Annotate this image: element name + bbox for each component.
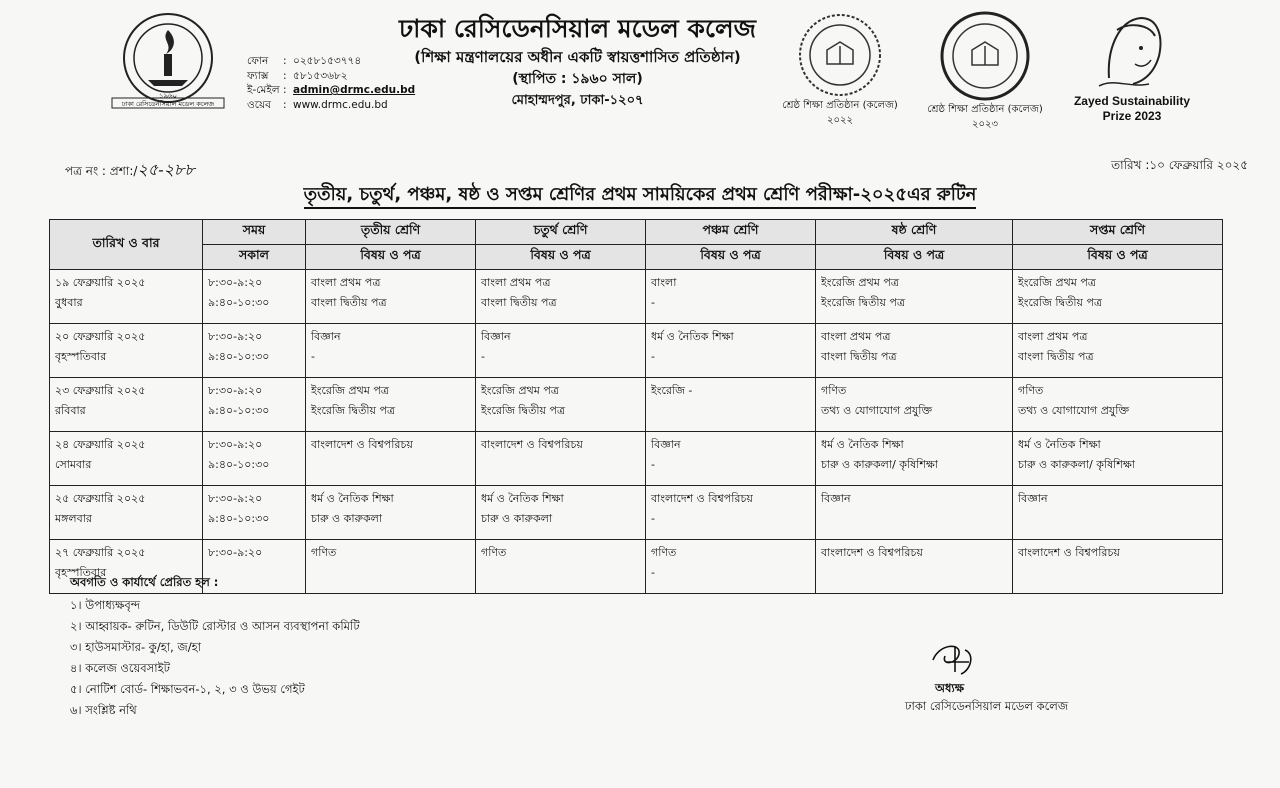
list-item: ১। উপাধ্যক্ষবৃন্দ	[70, 598, 141, 612]
date-cell: ১৯ ফেব্রুয়ারি ২০২৫ বুধবার	[50, 270, 203, 324]
award-year: ২০২৩	[971, 119, 998, 130]
distribution-title: অবগতি ও কার্যার্থে প্রেরিত হল :	[70, 575, 219, 589]
routine-title: তৃতীয়, চতুর্থ, পঞ্চম, ষষ্ঠ ও সপ্তম শ্রেণির প্রথম সাময়িকের প্রথম শ্রেণি পরীক্ষা-২০২৫এর রুটিন	[0, 180, 1280, 211]
college-header	[355, 12, 800, 112]
column-subheader-subject: বিষয় ও পত্র	[306, 245, 476, 270]
award-caption: শ্রেষ্ঠ শিক্ষা প্রতিষ্ঠান (কলেজ)	[927, 104, 1043, 115]
subject-cell-c6: বিজ্ঞান	[816, 486, 1013, 540]
award-seal-icon	[797, 12, 883, 98]
subject-cell-c7: বাংলা প্রথম পত্র বাংলা দ্বিতীয় পত্র	[1013, 324, 1223, 378]
date-cell: ২৫ ফেব্রুয়ারি ২০২৫ মঙ্গলবার	[50, 486, 203, 540]
time-cell: ৮:৩০-৯:২০ ৯:৪০-১০:৩০	[203, 324, 306, 378]
time-cell: ৮:৩০-৯:২০ ৯:৪০-১০:৩০	[203, 270, 306, 324]
zayed-portrait-icon	[1089, 8, 1175, 94]
column-subheader-subject: বিষয় ও পত্র	[646, 245, 816, 270]
subject-cell-c5: ধর্ম ও নৈতিক শিক্ষা -	[646, 324, 816, 378]
subject-cell-c6: বাংলাদেশ ও বিশ্বপরিচয়	[816, 540, 1013, 594]
table-row	[50, 486, 1223, 540]
subject-cell-c3: বাংলা প্রথম পত্র বাংলা দ্বিতীয় পত্র	[306, 270, 476, 324]
subject-cell-c7: ধর্ম ও নৈতিক শিক্ষা চারু ও কারুকলা/ কৃষিশিক্ষা	[1013, 432, 1223, 486]
list-item: ৪। কলেজ ওয়েবসাইট	[70, 661, 170, 675]
svg-text:১৯৬০: ১৯৬০	[158, 92, 178, 100]
subject-cell-c7: গণিত তথ্য ও যোগাযোগ প্রযুক্তি	[1013, 378, 1223, 432]
column-header-date: তারিখ ও বার	[50, 220, 203, 270]
subject-cell-c3: বাংলাদেশ ও বিশ্বপরিচয়	[306, 432, 476, 486]
contact-fax: ফ্যাক্স : ৫৮১৫৩৬৮২	[247, 69, 348, 82]
column-subheader-subject: বিষয় ও পত্র	[476, 245, 646, 270]
email-link[interactable]: admin@drmc.edu.bd	[293, 84, 416, 96]
subject-cell-c3: ধর্ম ও নৈতিক শিক্ষা চারু ও কারুকলা	[306, 486, 476, 540]
signatory-org: ঢাকা রেসিডেনসিয়াল মডেল কলেজ	[905, 699, 1069, 713]
table-row	[50, 270, 1223, 324]
college-address: মোহাম্মদপুর, ঢাকা-১২০৭	[511, 93, 644, 108]
routine-table	[49, 219, 1223, 594]
list-item: ৬। সংশ্লিষ্ট নথি	[70, 703, 137, 717]
date-cell: ২৪ ফেব্রুয়ারি ২০২৫ সোমবার	[50, 432, 203, 486]
table-row	[50, 378, 1223, 432]
subheader-row	[50, 245, 1223, 270]
svg-text:ঢাকা রেসিডেনসিয়াল মডেল কলেজ: ঢাকা রেসিডেনসিয়াল মডেল কলেজ	[121, 100, 215, 108]
contact-email: ই-মেইল : admin@drmc.edu.bd	[247, 84, 416, 96]
column-header-class-4: চতুর্থ শ্রেণি	[476, 220, 646, 245]
subject-cell-c6: গণিত তথ্য ও যোগাযোগ প্রযুক্তি	[816, 378, 1013, 432]
time-cell: ৮:৩০-৯:২০ ৯:৪০-১০:৩০	[203, 486, 306, 540]
column-header-time: সময়	[203, 220, 306, 245]
award-caption: শ্রেষ্ঠ শিক্ষা প্রতিষ্ঠান (কলেজ)	[782, 100, 898, 111]
table-row	[50, 432, 1223, 486]
subject-cell-c5: বিজ্ঞান -	[646, 432, 816, 486]
subject-cell-c5: বাংলা -	[646, 270, 816, 324]
subject-cell-c7: ইংরেজি প্রথম পত্র ইংরেজি দ্বিতীয় পত্র	[1013, 270, 1223, 324]
subject-cell-c3: বিজ্ঞান -	[306, 324, 476, 378]
column-header-class-6: ষষ্ঠ শ্রেণি	[816, 220, 1013, 245]
handwritten-signature	[925, 640, 985, 680]
subject-cell-c4: ইংরেজি প্রথম পত্র ইংরেজি দ্বিতীয় পত্র	[476, 378, 646, 432]
college-established: (স্থাপিত : ১৯৬০ সাল)	[512, 71, 643, 87]
column-subheader-subject: বিষয় ও পত্র	[1013, 245, 1223, 270]
date-cell: ২৩ ফেব্রুয়ারি ২০২৫ রবিবার	[50, 378, 203, 432]
college-name: ঢাকা রেসিডেনসিয়াল মডেল কলেজ	[399, 14, 756, 43]
subject-cell-c7: বিজ্ঞান	[1013, 486, 1223, 540]
time-cell: ৮:৩০-৯:২০ ৯:৪০-১০:৩০	[203, 378, 306, 432]
subject-cell-c6: ধর্ম ও নৈতিক শিক্ষা চারু ও কারুকলা/ কৃষিশিক্ষা	[816, 432, 1013, 486]
distribution-list	[70, 572, 360, 721]
college-subtitle: (শিক্ষা মন্ত্রণালয়ের অধীন একটি স্বায়ত্তশাসিত প্রতিষ্ঠান)	[414, 48, 741, 66]
list-item: ২। আহ্বায়ক- রুটিন, ডিউটি রোস্টার ও আসন ব্যবস্থাপনা কমিটি	[70, 619, 360, 633]
zayed-prize: Zayed Sustainability Prize 2023	[1062, 8, 1202, 124]
award-seal-icon	[939, 10, 1031, 102]
list-item: ৩। হাউসমাস্টার- কু/হা, জ/হা	[70, 640, 201, 654]
contact-phone: ফোন : ০২৫৮১৫৩৭৭৪	[247, 55, 362, 67]
contact-web: ওয়েব : www.drmc.edu.bd	[247, 98, 388, 111]
subject-cell-c4: বাংলা প্রথম পত্র বাংলা দ্বিতীয় পত্র	[476, 270, 646, 324]
date-cell: ২৭ ফেব্রুয়ারি ২০২৫ বৃহস্পতিবার	[50, 540, 203, 594]
subject-cell-c7: বাংলাদেশ ও বিশ্বপরিচয়	[1013, 540, 1223, 594]
subject-cell-c5: ইংরেজি -	[646, 378, 816, 432]
subject-cell-c6: ইংরেজি প্রথম পত্র ইংরেজি দ্বিতীয় পত্র	[816, 270, 1013, 324]
column-subheader-subject: বিষয় ও পত্র	[816, 245, 1013, 270]
table-row	[50, 324, 1223, 378]
subject-cell-c6: বাংলা প্রথম পত্র বাংলা দ্বিতীয় পত্র	[816, 324, 1013, 378]
column-subheader-morning: সকাল	[203, 245, 306, 270]
signatory-title: অধ্যক্ষ	[935, 681, 965, 695]
web-link[interactable]: www.drmc.edu.bd	[293, 98, 388, 111]
memo-number: পত্র নং : প্রশা:/২৫-২৮৮	[65, 160, 195, 179]
college-logo	[108, 10, 228, 110]
award-year: ২০২২	[826, 115, 853, 126]
subject-cell-c3: ইংরেজি প্রথম পত্র ইংরেজি দ্বিতীয় পত্র	[306, 378, 476, 432]
subject-cell-c4: বাংলাদেশ ও বিশ্বপরিচয়	[476, 432, 646, 486]
subject-cell-c5: গণিত -	[646, 540, 816, 594]
subject-cell-c3: গণিত	[306, 540, 476, 594]
list-item: ৫। নোটিশ বোর্ড- শিক্ষাভবন-১, ২, ৩ ও উভয় গেইট	[70, 682, 305, 696]
column-header-class-3: তৃতীয় শ্রেণি	[306, 220, 476, 245]
time-cell: ৮:৩০-৯:২০	[203, 540, 306, 594]
award-2022	[770, 12, 910, 128]
column-header-class-7: সপ্তম শ্রেণি	[1013, 220, 1223, 245]
subject-cell-c4: ধর্ম ও নৈতিক শিক্ষা চারু ও কারুকলা	[476, 486, 646, 540]
award-2023	[915, 10, 1055, 132]
date-cell: ২০ ফেব্রুয়ারি ২০২৫ বৃহস্পতিবার	[50, 324, 203, 378]
document-date: তারিখ :১০ ফেব্রুয়ারি ২০২৫	[1111, 158, 1248, 172]
subject-cell-c5: বাংলাদেশ ও বিশ্বপরিচয় -	[646, 486, 816, 540]
column-header-class-5: পঞ্চম শ্রেণি	[646, 220, 816, 245]
subject-cell-c4: বিজ্ঞান -	[476, 324, 646, 378]
time-cell: ৮:৩০-৯:২০ ৯:৪০-১০:৩০	[203, 432, 306, 486]
header-row	[50, 220, 1223, 245]
subject-cell-c4: গণিত	[476, 540, 646, 594]
